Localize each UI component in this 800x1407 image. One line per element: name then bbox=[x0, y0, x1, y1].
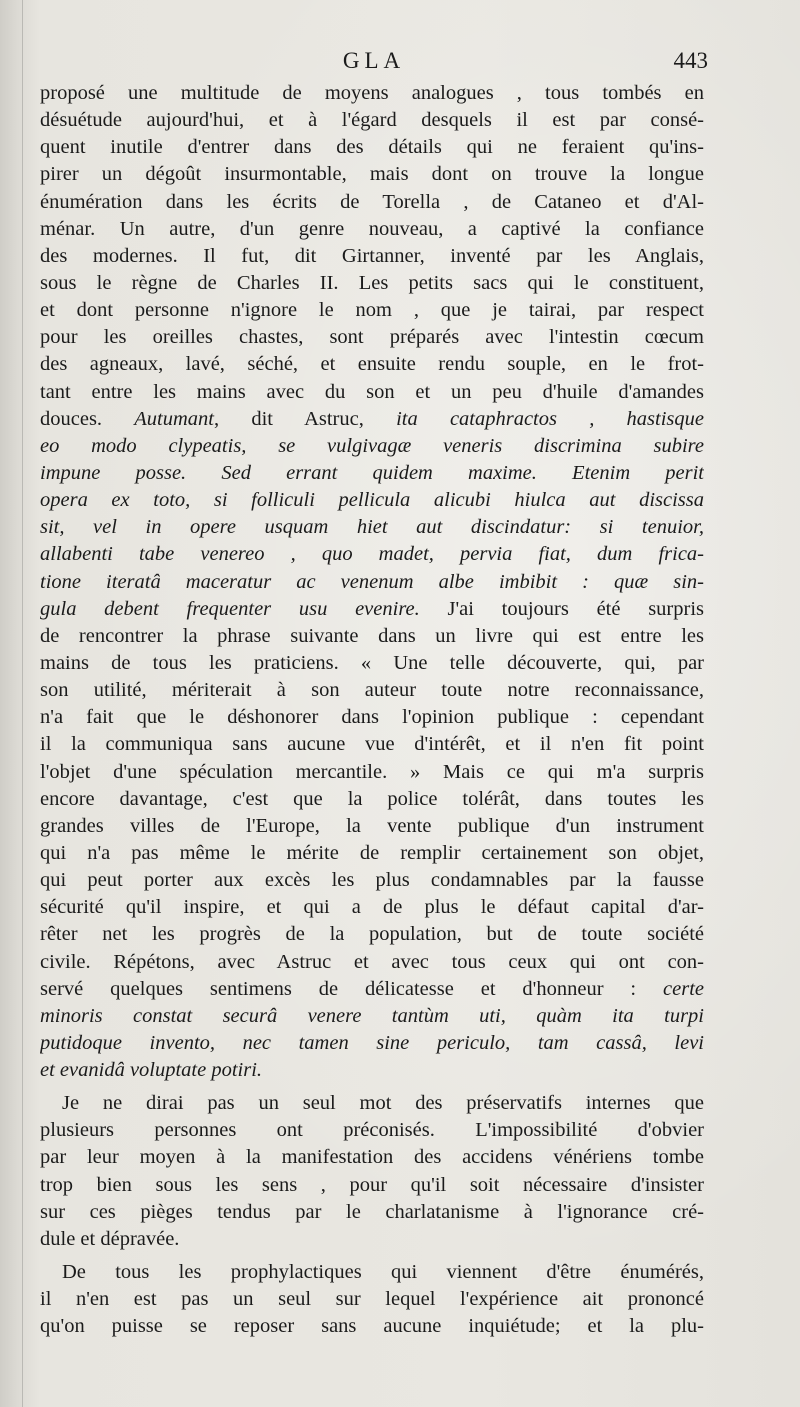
text-line bbox=[40, 379, 704, 406]
page-number: 443 bbox=[673, 48, 708, 73]
text-line bbox=[40, 1286, 704, 1313]
text-line bbox=[40, 1003, 704, 1030]
roman-segment: des agneaux, lavé, séché, et ensuite rendu souple, en le frot- bbox=[40, 353, 704, 376]
roman-segment: grandes villes de l'Europe, la vente publique d'un instrument bbox=[40, 814, 704, 837]
italic-segment: minoris constat securâ venere tantùm uti, quàm ita turpi bbox=[40, 1004, 704, 1027]
roman-segment: Je ne dirai pas un seul mot des préservatifs internes que bbox=[62, 1092, 704, 1115]
text-line bbox=[40, 324, 704, 351]
italic-segment: allabenti tabe venereo , quo madet, pervia fiat, dum frica- bbox=[40, 543, 704, 566]
text-line bbox=[40, 487, 704, 514]
paragraph bbox=[40, 1259, 704, 1340]
page-header bbox=[40, 46, 708, 82]
roman-segment: trop bien sous les sens , pour qu'il soit nécessaire d'insister bbox=[40, 1173, 704, 1196]
text-line bbox=[40, 1144, 704, 1171]
roman-segment: il n'en est pas un seul sur lequel l'expérience ait prononcé bbox=[40, 1288, 704, 1311]
italic-segment: ita cataphractos , hastisque bbox=[396, 407, 704, 430]
italic-segment: sit, vel in opere usquam hiet aut discindatur: si tenuior, bbox=[40, 516, 704, 539]
roman-segment: pirer un dégoût insurmontable, mais dont on trouve la longue bbox=[40, 163, 704, 186]
text-line bbox=[40, 514, 704, 541]
text-line bbox=[40, 433, 704, 460]
roman-segment: douces. bbox=[40, 407, 135, 430]
roman-segment: mains de tous les praticiens. « Une telle découverte, qui, par bbox=[40, 651, 704, 674]
roman-segment: des modernes. Il fut, dit Girtanner, inventé par les Anglais, bbox=[40, 244, 704, 267]
text-line bbox=[40, 1117, 704, 1144]
text-line bbox=[40, 107, 704, 134]
body-text bbox=[40, 80, 704, 1340]
text-line bbox=[40, 731, 704, 758]
text-line bbox=[40, 80, 704, 107]
text-line bbox=[40, 894, 704, 921]
running-head: GLA bbox=[342, 48, 406, 73]
italic-segment: opera ex toto, si folliculi pellicula alicubi hiulca aut discissa bbox=[40, 489, 704, 512]
text-line bbox=[40, 623, 704, 650]
italic-segment: certe bbox=[663, 977, 704, 1000]
roman-segment: civile. Répétons, avec Astruc et avec tous ceux qui ont con- bbox=[40, 950, 704, 973]
text-line bbox=[40, 1199, 704, 1226]
roman-segment: encore davantage, c'est que la police tolérât, dans toutes les bbox=[40, 787, 704, 810]
text-line bbox=[40, 460, 704, 487]
roman-segment: ménar. Un autre, d'un genre nouveau, a captivé la confiance bbox=[40, 217, 704, 240]
roman-segment: quent inutile d'entrer dans des détails qui ne feraient qu'ins- bbox=[40, 136, 704, 159]
roman-segment: De tous les prophylactiques qui viennent d'être énumérés, bbox=[62, 1261, 704, 1284]
text-line bbox=[40, 541, 704, 568]
roman-segment: désuétude aujourd'hui, et à l'égard desquels il est par consé- bbox=[40, 109, 704, 132]
text-line bbox=[40, 134, 704, 161]
text-line bbox=[40, 704, 704, 731]
italic-segment: putidoque invento, nec tamen sine periculo, tam cassâ, levi bbox=[40, 1031, 704, 1054]
text-line bbox=[40, 1057, 704, 1084]
roman-segment: de rencontrer la phrase suivante dans un livre qui est entre les bbox=[40, 624, 704, 647]
text-line bbox=[40, 270, 704, 297]
roman-segment: qu'on puisse se reposer sans aucune inquiétude; et la plu- bbox=[40, 1315, 704, 1338]
roman-segment: et dont personne n'ignore le nom , que je tairai, par respect bbox=[40, 299, 704, 322]
roman-segment: , dit Astruc, bbox=[214, 407, 397, 430]
roman-segment: sur ces pièges tendus par le charlatanisme à l'ignorance cré- bbox=[40, 1200, 704, 1223]
text-line bbox=[40, 1226, 704, 1253]
text-line bbox=[40, 297, 704, 324]
italic-segment: impune posse. Sed errant quidem maxime. Etenim perit bbox=[40, 461, 704, 484]
paragraph bbox=[40, 1090, 704, 1253]
text-line bbox=[40, 1313, 704, 1340]
roman-segment: énumération dans les écrits de Torella , de Cataneo et d'Al- bbox=[40, 190, 704, 213]
text-line bbox=[40, 189, 704, 216]
roman-segment: qui peut porter aux excès les plus condamnables par la fausse bbox=[40, 869, 704, 892]
roman-segment: servé quelques sentimens de délicatesse et d'honneur : bbox=[40, 977, 664, 1000]
text-line bbox=[40, 569, 704, 596]
text-line bbox=[40, 243, 704, 270]
roman-segment: sécurité qu'il inspire, et qui a de plus le défaut capital d'ar- bbox=[40, 896, 704, 919]
text-line bbox=[40, 867, 704, 894]
roman-segment: pour les oreilles chastes, sont préparés avec l'intestin cœcum bbox=[40, 326, 704, 349]
text-line bbox=[40, 161, 704, 188]
italic-segment: tione iteratâ maceratur ac venenum albe imbibit : quæ sin- bbox=[40, 570, 704, 593]
page-gutter-edge bbox=[22, 0, 23, 1407]
text-line bbox=[40, 949, 704, 976]
roman-segment: rêter net les progrès de la population, but de toute société bbox=[40, 923, 704, 946]
text-line bbox=[40, 596, 704, 623]
italic-segment: gula debent frequenter usu evenire. bbox=[40, 597, 420, 620]
roman-segment: il la communiqua sans aucune vue d'intérêt, et il n'en fit point bbox=[40, 733, 704, 756]
roman-segment: par leur moyen à la manifestation des accidens vénériens tombe bbox=[40, 1146, 704, 1169]
text-line bbox=[40, 1172, 704, 1199]
text-line bbox=[40, 650, 704, 677]
text-line bbox=[40, 759, 704, 786]
roman-segment: plusieurs personnes ont préconisés. L'impossibilité d'obvier bbox=[40, 1119, 704, 1142]
italic-segment: Autumant bbox=[134, 407, 214, 430]
roman-segment: sous le règne de Charles II. Les petits sacs qui le constituent, bbox=[40, 271, 704, 294]
text-line bbox=[40, 1030, 704, 1057]
text-line bbox=[40, 840, 704, 867]
roman-segment: son utilité, mériterait à son auteur toute notre reconnaissance, bbox=[40, 679, 704, 702]
text-line bbox=[40, 216, 704, 243]
text-line bbox=[40, 786, 704, 813]
text-line bbox=[40, 921, 704, 948]
text-line bbox=[40, 677, 704, 704]
italic-segment: et evanidâ voluptate potiri. bbox=[40, 1059, 263, 1082]
text-line bbox=[40, 406, 704, 433]
roman-segment: dule et dépravée. bbox=[40, 1227, 180, 1250]
roman-segment: tant entre les mains avec du son et un peu d'huile d'amandes bbox=[40, 380, 704, 403]
roman-segment: n'a fait que le déshonorer dans l'opinion publique : cependant bbox=[40, 706, 704, 729]
paragraph bbox=[40, 80, 704, 1084]
roman-segment: proposé une multitude de moyens analogues , tous tombés en bbox=[40, 82, 704, 104]
text-line bbox=[40, 1259, 704, 1286]
roman-segment: l'objet d'une spéculation mercantile. » Mais ce qui m'a surpris bbox=[40, 760, 704, 783]
text-line bbox=[40, 1090, 704, 1117]
italic-segment: eo modo clypeatis, se vulgivagæ veneris discrimina subire bbox=[40, 434, 704, 457]
text-line bbox=[40, 813, 704, 840]
text-line bbox=[40, 976, 704, 1003]
text-line bbox=[40, 351, 704, 378]
roman-segment: qui n'a pas même le mérite de remplir certainement son objet, bbox=[40, 841, 704, 864]
roman-segment: J'ai toujours été surpris bbox=[419, 597, 704, 620]
